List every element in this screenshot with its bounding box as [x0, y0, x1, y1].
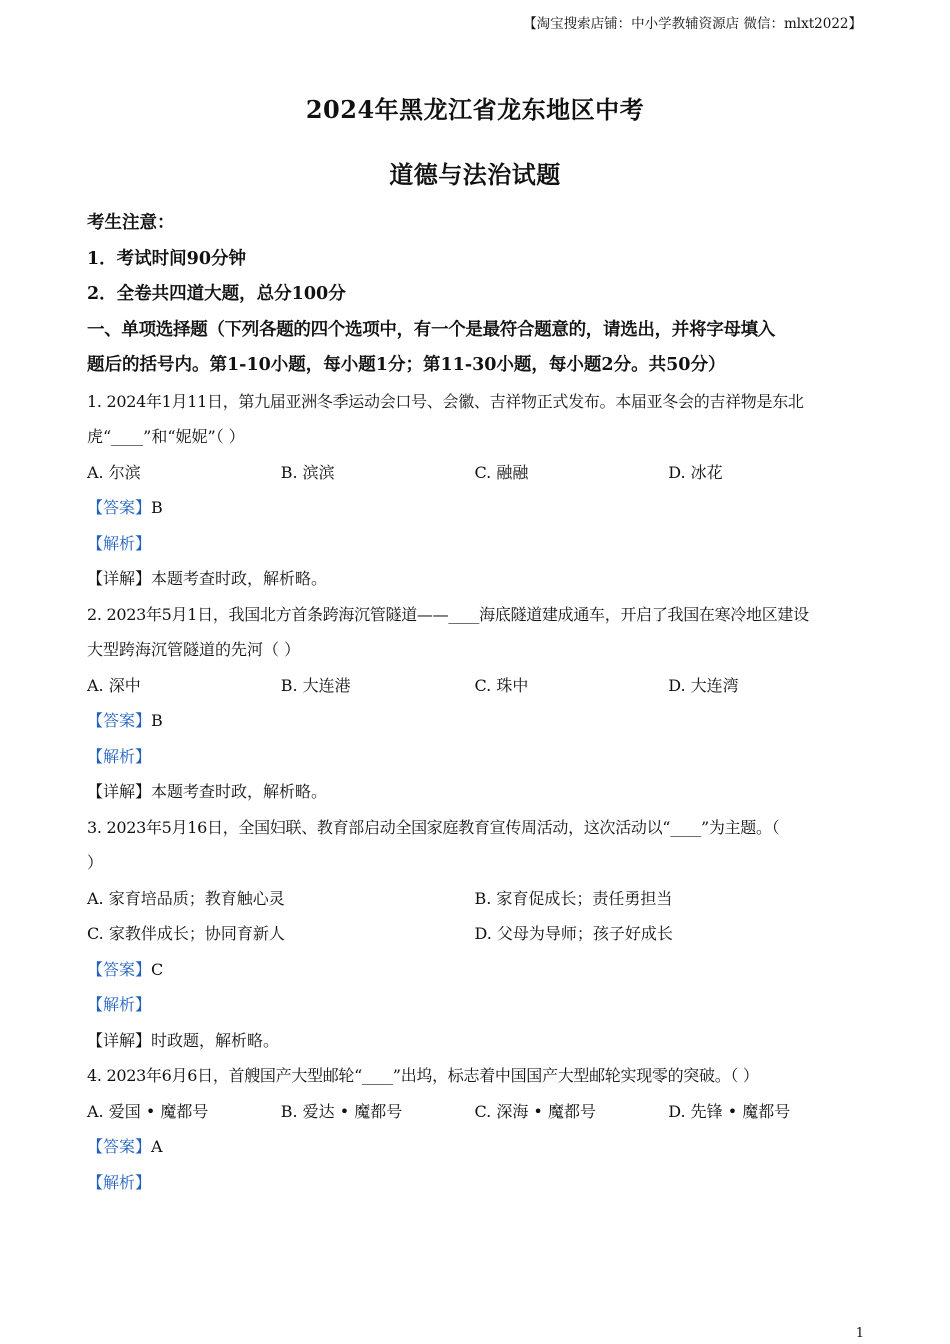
question-3: [87, 810, 862, 1059]
answer-line: [87, 952, 862, 988]
option-b: B. 滨滨: [280, 462, 335, 482]
option-d: D. 父母为导师；孩子好成长: [474, 924, 673, 943]
answer-line: [87, 490, 862, 526]
option-d: D. 先锋 • 魔都号: [668, 1101, 791, 1121]
answer-line: [87, 703, 862, 739]
page-number: 1: [855, 1326, 864, 1341]
option-b: B. 大连港: [280, 675, 351, 695]
detail-line: [87, 561, 862, 597]
question-stem-line: ）: [87, 853, 104, 872]
detail-line: [87, 1023, 862, 1059]
analysis-tag: 【解析】: [87, 746, 152, 766]
option-a: A. 家育培品质；教育触心灵: [87, 888, 285, 908]
header-note: 【淘宝搜索店铺：中小学教辅资源店 微信：mlxt2022】: [523, 16, 862, 32]
question-2: [87, 597, 862, 810]
detail-text: 时政题，解析略。: [151, 1030, 280, 1050]
section-heading-line-1: 一、单项选择题（下列各题的四个选项中，有一个是最符合题意的，请选出，并将字母填入: [87, 319, 775, 340]
answer-value: A: [151, 1137, 163, 1156]
question-stem-line: 2. 2023年5月1日，我国北方首条跨海沉管隧道——____海底隧道建成通车，开启了我国在寒冷地区建设: [87, 604, 809, 624]
exam-content: [87, 206, 862, 1200]
option-c: C. 深海 • 魔都号: [474, 1101, 596, 1121]
answer-tag: 【答案】: [87, 959, 152, 979]
option-c: C. 珠中: [474, 675, 529, 695]
answer-line: [87, 1129, 862, 1165]
options-row: [87, 455, 862, 491]
analysis-tag: 【解析】: [87, 1172, 152, 1192]
options-row: [87, 881, 862, 917]
detail-tag: 【详解】: [87, 1030, 152, 1050]
section-heading-line-2: 题后的括号内。第1-10小题，每小题1分；第11-30小题，每小题2分。共50分）: [87, 355, 726, 375]
notice-item-score: 2．全卷共四道大题，总分100分: [87, 284, 346, 304]
question-stem-line: 1. 2024年1月11日，第九届亚洲冬季运动会口号、会徽、吉祥物正式发布。本届亚冬会的吉祥物是东北: [87, 391, 804, 411]
option-a: A. 深中: [87, 675, 141, 695]
option-b: B. 家育促成长；责任勇担当: [474, 888, 673, 908]
option-d: D. 冰花: [668, 462, 723, 482]
question-4: [87, 1058, 862, 1200]
answer-tag: 【答案】: [87, 711, 152, 730]
question-stem-line: 虎“____”和“妮妮”（ ）: [87, 427, 245, 446]
detail-text: 本题考查时政，解析略。: [151, 569, 328, 588]
answer-value: C: [151, 959, 164, 979]
analysis-tag: 【解析】: [87, 995, 152, 1014]
question-stem-line: 大型跨海沉管隧道的先河（ ）: [87, 640, 301, 659]
detail-text: 本题考查时政，解析略。: [151, 782, 328, 801]
answer-value: B: [151, 711, 163, 730]
exam-title: 2024年黑龙江省龙东地区中考: [305, 95, 645, 124]
options-row: [87, 916, 862, 952]
detail-tag: 【详解】: [87, 782, 152, 801]
detail-tag: 【详解】: [87, 569, 152, 588]
options-row: [87, 1094, 862, 1130]
notice-item-time: 1．考试时间90分钟: [87, 248, 247, 269]
answer-tag: 【答案】: [87, 498, 152, 517]
question-stem-line: 4. 2023年6月6日，首艘国产大型邮轮“____”出坞，标志着中国国产大型邮轮实现零的突破。（ ）: [87, 1066, 759, 1085]
option-c: C. 融融: [474, 462, 529, 482]
option-a: A. 爱国 • 魔都号: [87, 1101, 209, 1121]
detail-line: [87, 774, 862, 810]
option-b: B. 爱达 • 魔都号: [280, 1101, 403, 1121]
answer-value: B: [151, 498, 163, 517]
answer-tag: 【答案】: [87, 1137, 152, 1156]
question-stem-line: 3. 2023年5月16日，全国妇联、教育部启动全国家庭教育宣传周活动，这次活动以“____”为主题。（: [87, 817, 780, 837]
notice-heading: 考生注意：: [87, 213, 175, 233]
analysis-tag: 【解析】: [87, 533, 152, 553]
options-row: [87, 668, 862, 704]
option-a: A. 尔滨: [87, 462, 141, 482]
option-d: D. 大连湾: [668, 675, 739, 695]
question-1: [87, 384, 862, 597]
exam-subject-title: 道德与法治试题: [389, 160, 561, 189]
option-c: C. 家教伴成长；协同育新人: [87, 924, 285, 943]
